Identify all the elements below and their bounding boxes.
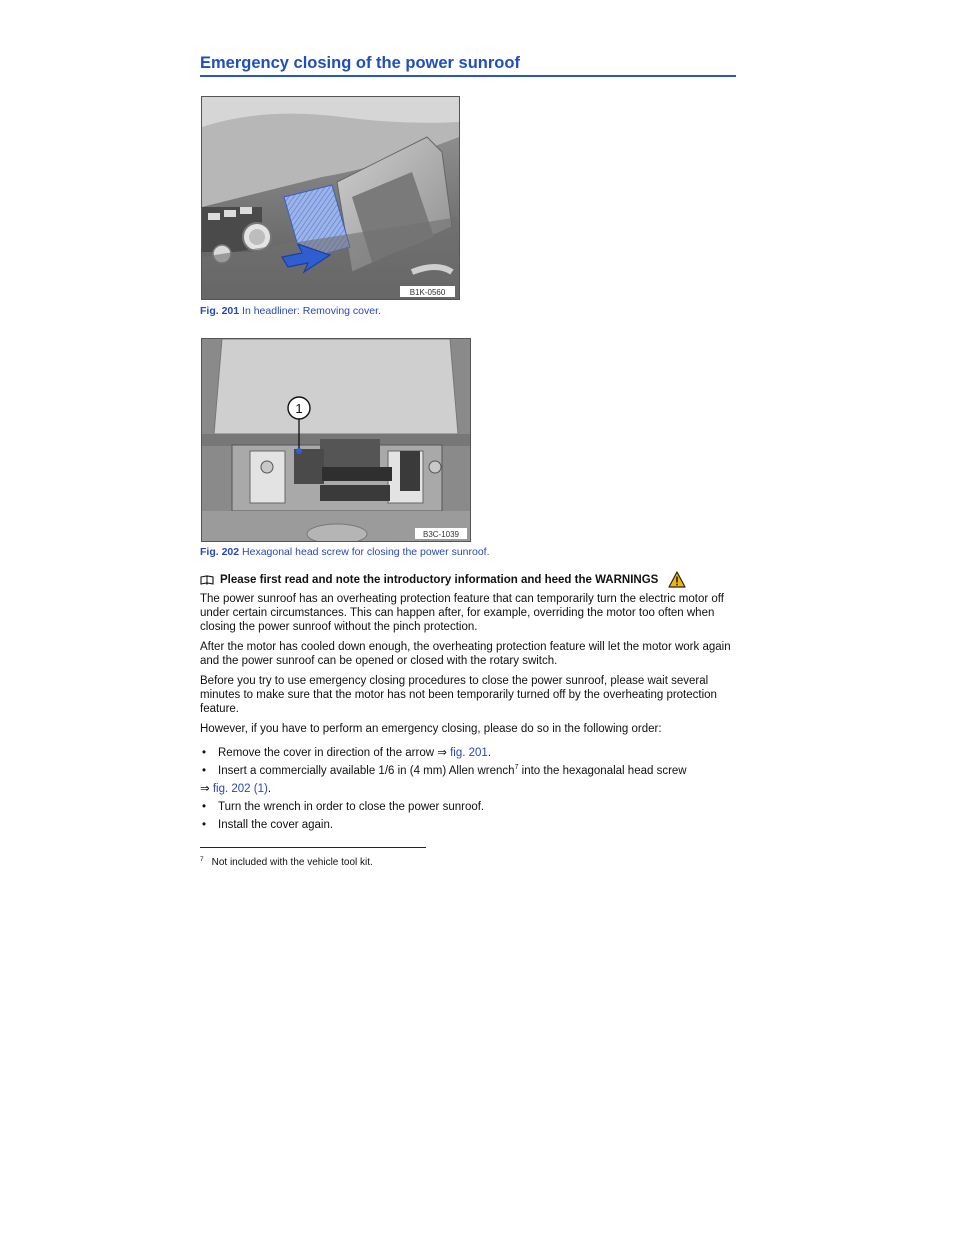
figure-202-text: Hexagonal head screw for closing the power sunroof. <box>242 546 490 558</box>
footnote <box>200 857 373 869</box>
footnote-text: Not included with the vehicle tool kit. <box>211 857 373 868</box>
step-text: Insert a commercially available 1/6 in (4 mm) Allen wrench <box>218 765 515 777</box>
figure-202-caption <box>200 546 490 559</box>
figure-202-number: Fig. 202 <box>200 546 240 558</box>
paragraph-overheating: The power sunroof has an overheating protection feature that can temporarily turn the electric motor off under certain circumstances. This can happen after, for example, overriding the motor too often when closing the power sunroof without the pinch protection. <box>200 593 724 633</box>
step-tail: . <box>267 783 272 795</box>
paragraph-cooled: After the motor has cooled down enough, the overheating protection feature will let the motor work again and the power sunroof can be opened or closed with the rotary switch. <box>200 641 731 667</box>
callout-1 <box>288 397 310 419</box>
callout-1-label: 1 <box>295 401 303 416</box>
figure-202-id: B3C-1039 <box>422 530 460 539</box>
link-fig-202[interactable]: fig. 202 (1) <box>212 783 268 795</box>
read-first-text: Please first read and note the introductory information and heed the WARNINGS <box>220 573 659 586</box>
figure-202-image <box>201 338 471 542</box>
figure-201-caption <box>200 305 381 318</box>
read-first-note <box>200 571 686 588</box>
bullet: • <box>202 801 207 813</box>
step-text: Turn the wrench in order to close the power sunroof. <box>218 801 485 813</box>
bullet: • <box>202 765 207 777</box>
paragraph-wait: Before you try to use emergency closing procedures to close the power sunroof, please wait several minutes to make sure that the motor has not been temporarily turned off by the overheating protection feature. <box>200 675 717 715</box>
figure-201-text: In headliner: Removing cover. <box>242 305 381 317</box>
warning-triangle-icon <box>668 571 686 588</box>
step-text: Remove the cover in direction of the arrow ⇒ <box>218 747 447 759</box>
step-text: Install the cover again. <box>218 819 334 831</box>
figure-201-image <box>201 96 460 300</box>
step-tail: into the hexagonalal head screw <box>518 765 687 777</box>
footnote-divider <box>200 847 426 848</box>
ref-arrow: ⇒ <box>200 783 210 795</box>
figure-201-id: B1K-0560 <box>409 288 446 297</box>
section-title: Emergency closing of the power sunroof <box>200 53 736 77</box>
step-insert-wrench-continued <box>200 782 271 796</box>
bullet: • <box>202 819 207 831</box>
link-fig-201[interactable]: fig. 201 <box>450 747 488 759</box>
footnote-mark: 7 <box>200 855 204 863</box>
footnote-ref[interactable]: 7 <box>514 764 519 772</box>
step-tail: . <box>487 747 492 759</box>
book-icon <box>200 575 214 585</box>
figure-201-number: Fig. 201 <box>200 305 240 317</box>
paragraph-order: However, if you have to perform an emergency closing, please do so in the following order: <box>200 723 662 735</box>
bullet: • <box>202 747 207 759</box>
